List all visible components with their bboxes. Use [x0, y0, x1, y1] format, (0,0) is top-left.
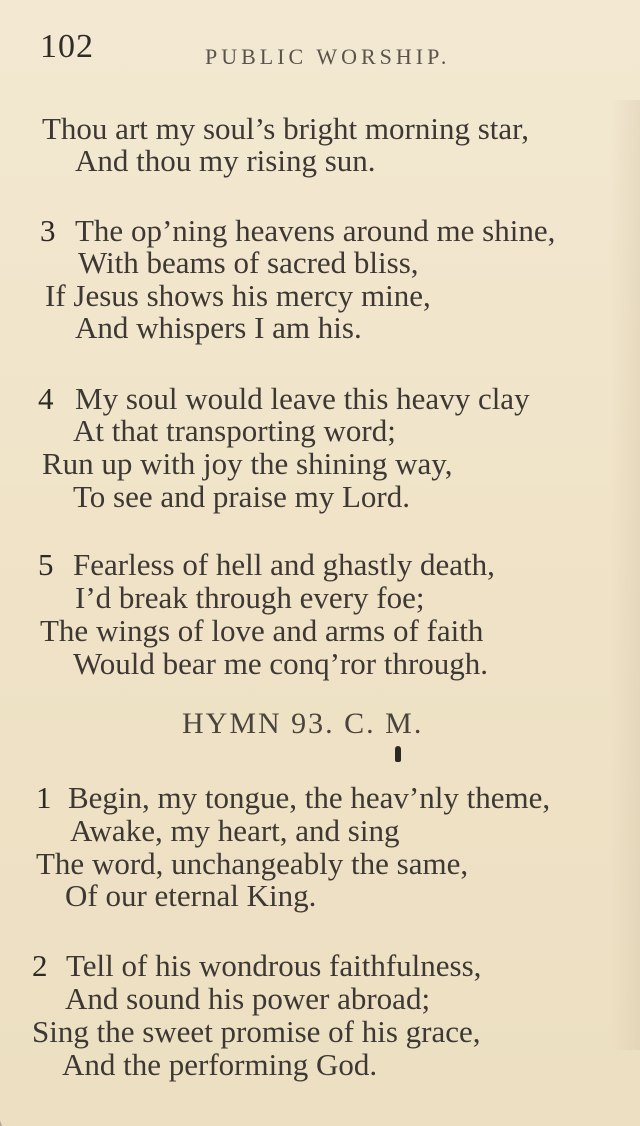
bleed-through-shadow	[610, 100, 640, 1050]
verse-line: And sound his power abroad;	[65, 981, 431, 1016]
verse-line: Run up with joy the shining way,	[42, 446, 453, 481]
verse-line: I’d break through every foe;	[75, 580, 425, 615]
verse-line: Thou art my soul’s bright morning star,	[42, 111, 529, 146]
ornament-mark	[395, 746, 401, 762]
verse-line: Awake, my heart, and sing	[70, 813, 400, 848]
verse-line: If Jesus shows his mercy mine,	[45, 278, 431, 313]
verse-line: Would bear me conq’ror through.	[73, 646, 489, 681]
page-corner-mark	[0, 1086, 32, 1126]
verse-line: Begin, my tongue, the heav’nly theme,	[68, 780, 551, 815]
hymn-heading: HYMN 93. C. M.	[182, 707, 424, 740]
verse-line: With beams of sacred bliss,	[78, 245, 419, 280]
verse-line: Of our eternal King.	[65, 878, 317, 913]
stanza-number: 2	[32, 948, 48, 983]
verse-line: The op’ning heavens around me shine,	[75, 213, 556, 248]
verse-line: Fearless of hell and ghastly death,	[73, 547, 495, 582]
verse-line: The word, unchangeably the same,	[36, 846, 469, 881]
verse-line: At that transporting word;	[73, 413, 396, 448]
verse-line: And whispers I am his.	[75, 310, 362, 345]
page-header	[40, 28, 600, 68]
running-head: PUBLIC WORSHIP.	[205, 44, 451, 69]
verse-line: My soul would leave this heavy clay	[75, 381, 530, 416]
stanza-number: 3	[40, 213, 56, 248]
verse-line: Tell of his wondrous faithfulness,	[66, 948, 482, 983]
stanza-number: 4	[38, 381, 54, 416]
verse-line: To see and praise my Lord.	[73, 479, 411, 514]
stanza-number: 5	[38, 547, 54, 582]
stanza-number: 1	[36, 780, 52, 815]
verse-line: Sing the sweet promise of his grace,	[32, 1014, 481, 1049]
verse-line: And the performing God.	[62, 1047, 378, 1082]
verse-line: And thou my rising sun.	[75, 143, 376, 178]
page-number: 102	[40, 28, 94, 65]
verse-line: The wings of love and arms of faith	[40, 613, 484, 648]
